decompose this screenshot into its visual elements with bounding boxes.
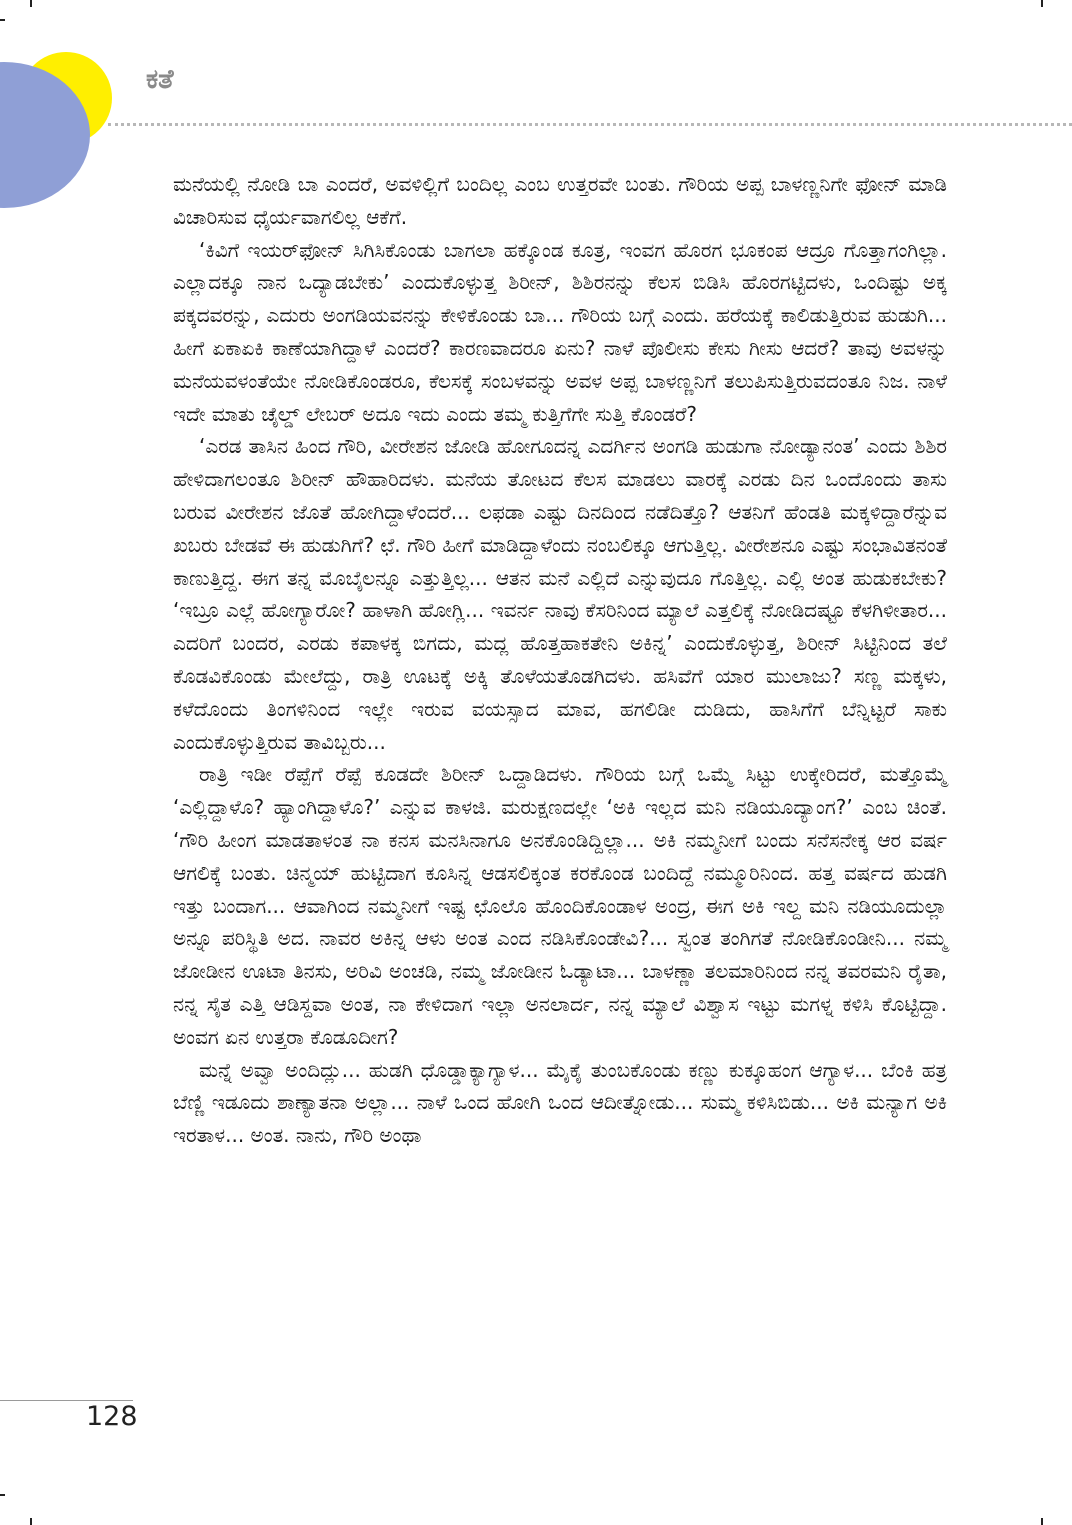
crop-mark-bottom-right-tick [1041, 1518, 1043, 1525]
paragraph-3: ‘ಎರಡ ತಾಸಿನ ಹಿಂದ ಗೌರಿ, ವೀರೇಶನ ಜೋಡಿ ಹೋಗೂದನ್ನ ಎದರ್ಗಿನ ಅಂಗಡಿ ಹುಡುಗಾ ನೋಡ್ಯಾನಂತ’ ಎಂದು ಶಿಶಿರ ಹೇಳಿದಾಗಲಂತೂ ಶಿರೀನ್ ಹೌಹಾರಿದಳು. ಮನೆಯ ತೋಟದ ಕೆಲಸ ಮಾಡಲು ವಾರಕ್ಕೆ ಎರಡು ದಿನ ಒಂದೊಂದು ತಾಸು ಬರುವ ವೀರೇಶನ ಜೊತೆ ಹೋಗಿದ್ದಾಳೆಂದರೆ... ಲಫಡಾ ಎಷ್ಟು ದಿನದಿಂದ ನಡೆದಿತ್ತೊ? ಆತನಿಗೆ ಹೆಂಡತಿ ಮಕ್ಕಳಿದ್ದಾರೆನ್ನುವ ಖಬರು ಬೇಡವೆ ಈ ಹುಡುಗಿಗೆ? ಛೆ. ಗೌರಿ ಹೀಗೆ ಮಾಡಿದ್ದಾಳೆಂದು ನಂಬಲಿಕ್ಕೂ ಆಗುತ್ತಿಲ್ಲ. ವೀರೇಶನೂ ಎಷ್ಟು ಸಂಭಾವಿತನಂತೆ ಕಾಣುತ್ತಿದ್ದ. ಈಗ ತನ್ನ ಮೊಬೈಲನ್ನೂ ಎತ್ತುತ್ತಿಲ್ಲ... ಆತನ ಮನೆ ಎಲ್ಲಿದೆ ಎನ್ನುವುದೂ ಗೊತ್ತಿಲ್ಲ. ಎಲ್ಲಿ ಅಂತ ಹುಡುಕಬೇಕು? ‘ಇಬ್ರೂ ಎಲ್ಲೆ ಹೋಗ್ಯಾರೋ? ಹಾಳಾಗಿ ಹೋಗ್ಲಿ... ಇವರ್ನ ನಾವು ಕೆಸರಿನಿಂದ ಮ್ಯಾಲೆ ಎತ್ತಲಿಕ್ಕೆ ನೋಡಿದಷ್ಟೂ ಕೆಳಗಿಳೀತಾರ... ಎದರಿಗೆ ಬಂದರ, ಎರಡು ಕಪಾಳಕ್ಕ ಬಿಗದು, ಮದ್ಲ ಹೊತ್ತಹಾಕತೇನಿ ಅಕಿನ್ನ’ ಎಂದುಕೊಳ್ಳುತ್ತ, ಶಿರೀನ್ ಸಿಟ್ಟಿನಿಂದ ತಲೆ ಕೊಡವಿಕೊಂಡು ಮೇಲೆದ್ದು, ರಾತ್ರಿ ಊಟಕ್ಕೆ ಅಕ್ಕಿ ತೊಳೆಯತೊಡಗಿದಳು. ಹಸಿವೆಗೆ ಯಾರ ಮುಲಾಜು? ಸಣ್ಣ ಮಕ್ಕಳು, ಕಳೆದೊಂದು ತಿಂಗಳಿನಿಂದ ಇಲ್ಲೇ ಇರುವ ವಯಸ್ಸಾದ ಮಾವ, ಹಗಲಿಡೀ ದುಡಿದು, ಹಾಸಿಗೆಗೆ ಬೆನ್ನಿಟ್ಟರೆ ಸಾಕು ಎಂದುಕೊಳ್ಳುತ್ತಿರುವ ತಾವಿಬ್ಬರು... [173, 434, 947, 754]
paragraph-2: ‘ಕಿವಿಗೆ ಇಯರ್‌ಫೋನ್ ಸಿಗಿಸಿಕೊಂಡು ಬಾಗಲಾ ಹಕ್ಕೊಂಡ ಕೂತ್ರ, ಇಂವಗ ಹೊರಗ ಭೂಕಂಪ ಆದ್ರೂ ಗೊತ್ತಾಗಂಗಿಲ್ಲಾ. ಎಲ್ಲಾದಕ್ಕೂ ನಾನ ಒದ್ಯಾಡಬೇಕು’ ಎಂದುಕೊಳ್ಳುತ್ತ ಶಿರೀನ್, ಶಿಶಿರನನ್ನು ಕೆಲಸ ಬಿಡಿಸಿ ಹೊರಗಟ್ಟಿದಳು, ಒಂದಿಷ್ಟು ಅಕ್ಕ ಪಕ್ಕದವರನ್ನು, ಎದುರು ಅಂಗಡಿಯವನನ್ನು ಕೇಳಿಕೊಂಡು ಬಾ... ಗೌರಿಯ ಬಗ್ಗೆ ಎಂದು. ಹರೆಯಕ್ಕೆ ಕಾಲಿಡುತ್ತಿರುವ ಹುಡುಗಿ... ಹೀಗೆ ಏಕಾಏಕಿ ಕಾಣೆಯಾಗಿದ್ದಾಳೆ ಎಂದರೆ? ಕಾರಣವಾದರೂ ಏನು? ನಾಳೆ ಪೊಲೀಸು ಕೇಸು ಗೀಸು ಆದರೆ? ತಾವು ಅವಳನ್ನು ಮನೆಯವಳಂತೆಯೇ ನೋಡಿಕೊಂಡರೂ, ಕೆಲಸಕ್ಕೆ ಸಂಬಳವನ್ನು ಅವಳ ಅಪ್ಪ ಬಾಳಣ್ಣನಿಗೆ ತಲುಪಿಸುತ್ತಿರುವದಂತೂ ನಿಜ. ನಾಳೆ ಇದೇ ಮಾತು ಚೈಲ್ಡ್ ಲೇಬರ್ ಅದೂ ಇದು ಎಂದು ತಮ್ಮ ಕುತ್ತಿಗೆಗೇ ಸುತ್ತಿ ಕೊಂಡರೆ? [173, 237, 947, 426]
story-body [173, 168, 947, 1152]
crop-mark-bottom-left-tick [30, 1518, 32, 1525]
crop-mark-top-right-tick [1041, 0, 1043, 7]
paragraph-5: ಮನ್ನೆ ಅವ್ವಾ ಅಂದಿದ್ಲು... ಹುಡಗಿ ಧೊಡ್ಡಾಕ್ಯಾಗ್ಯಾಳ... ಮೈಕೈ ತುಂಬಕೊಂಡು ಕಣ್ಣು ಕುಕ್ಕೂಹಂಗ ಆಗ್ಯಾಳ... ಬೆಂಕಿ ಹತ್ರ ಬೆಣ್ಣಿ ಇಡೂದು ಶಾಣ್ಯಾತನಾ ಅಲ್ಲಾ... ನಾಳೆ ಒಂದ ಹೋಗಿ ಒಂದ ಆದೀತ್ನೋಡು... ಸುಮ್ಮ ಕಳಿಸಿಬಿಡು... ಅಕಿ ಮನ್ಯಾಗ ಅಕಿ ಇರತಾಳ... ಅಂತ. ನಾನು, ಗೌರಿ ಅಂಥಾ [173, 1057, 947, 1148]
crop-mark-bottom-left [0, 1494, 5, 1496]
paragraph-4: ರಾತ್ರಿ ಇಡೀ ರೆಪ್ಪೆಗೆ ರೆಪ್ಪೆ ಕೂಡದೇ ಶಿರೀನ್ ಒದ್ದಾಡಿದಳು. ಗೌರಿಯ ಬಗ್ಗೆ ಒಮ್ಮೆ ಸಿಟ್ಟು ಉಕ್ಕೇರಿದರೆ, ಮತ್ತೊಮ್ಮೆ ‘ಎಲ್ಲಿದ್ದಾಳೊ? ಹ್ಯಾಂಗಿದ್ದಾಳೊ?’ ಎನ್ನುವ ಕಾಳಜಿ. ಮರುಕ್ಷಣದಲ್ಲೇ ‘ಅಕಿ ಇಲ್ಲದ ಮನಿ ನಡಿಯೂದ್ಯಾಂಗ?’ ಎಂಬ ಚಿಂತೆ. ‘ಗೌರಿ ಹೀಂಗ ಮಾಡತಾಳಂತ ನಾ ಕನಸ ಮನಸಿನಾಗೂ ಅನಕೊಂಡಿದ್ದಿಲ್ಲಾ... ಅಕಿ ನಮ್ಮನೀಗೆ ಬಂದು ಸನೆಸನೇಕ್ಕ ಆರ ವರ್ಷ ಆಗಲಿಕ್ಕೆ ಬಂತು. ಚಿನ್ಮಯ್ ಹುಟ್ಟಿದಾಗ ಕೂಸಿನ್ನ ಆಡಸಲಿಕ್ಕಂತ ಕರಕೊಂಡ ಬಂದಿದ್ದೆ ನಮ್ಮೂರಿನಿಂದ. ಹತ್ತ ವರ್ಷದ ಹುಡಗಿ ಇತ್ತು ಬಂದಾಗ... ಆವಾಗಿಂದ ನಮ್ಮನೀಗೆ ಇಷ್ಟ ಛೊಲೊ ಹೊಂದಿಕೊಂಡಾಳ ಅಂದ್ರ, ಈಗ ಅಕಿ ಇಲ್ದ ಮನಿ ನಡಿಯೂದುಲ್ಲಾ ಅನ್ನೂ ಪರಿಸ್ಥಿತಿ ಅದ. ನಾವರ ಅಕಿನ್ನ ಆಳು ಅಂತ ಎಂದ ನಡಿಸಿಕೊಂಡೇವಿ?... ಸ್ವಂತ ತಂಗಿಗತೆ ನೋಡಿಕೊಂಡೀನಿ... ನಮ್ಮ ಜೋಡೀನ ಊಟಾ ತಿನಸು, ಅರಿವಿ ಅಂಚಡಿ, ನಮ್ಮ ಜೋಡೀನ ಓಡ್ಯಾಟಾ... ಬಾಳಣ್ಣಾ ತಲಮಾರಿನಿಂದ ನನ್ನ ತವರಮನಿ ರೈತಾ, ನನ್ನ ಸೈತ ಎತ್ತಿ ಆಡಿಸ್ದವಾ ಅಂತ, ನಾ ಕೇಳಿದಾಗ ಇಲ್ಲಾ ಅನಲಾರ್ದ, ನನ್ನ ಮ್ಯಾಲೆ ವಿಶ್ವಾಸ ಇಟ್ಟು ಮಗಳ್ನ ಕಳಿಸಿ ಕೊಟ್ಟಿದ್ದಾ. ಅಂವಗ ಏನ ಉತ್ತರಾ ಕೊಡೂದೀಗ? [173, 762, 947, 1049]
section-title: ಕತೆ [146, 64, 174, 95]
page-number: 128 [86, 1401, 138, 1432]
crop-mark-top-left-tick [30, 0, 32, 7]
crop-mark-top-left [0, 19, 5, 21]
paragraph-1: ಮನೆಯಲ್ಲಿ ನೋಡಿ ಬಾ ಎಂದರೆ, ಅವಳಿಲ್ಲಿಗೆ ಬಂದಿಲ್ಲ ಎಂಬ ಉತ್ತರವೇ ಬಂತು. ಗೌರಿಯ ಅಪ್ಪ ಬಾಳಣ್ಣನಿಗೇ ಫೋನ್ ಮಾಡಿ ವಿಚಾರಿಸುವ ಧೈರ್ಯವಾಗಲಿಲ್ಲ ಆಕೆಗೆ. [173, 172, 947, 229]
dotted-divider [108, 123, 1072, 126]
